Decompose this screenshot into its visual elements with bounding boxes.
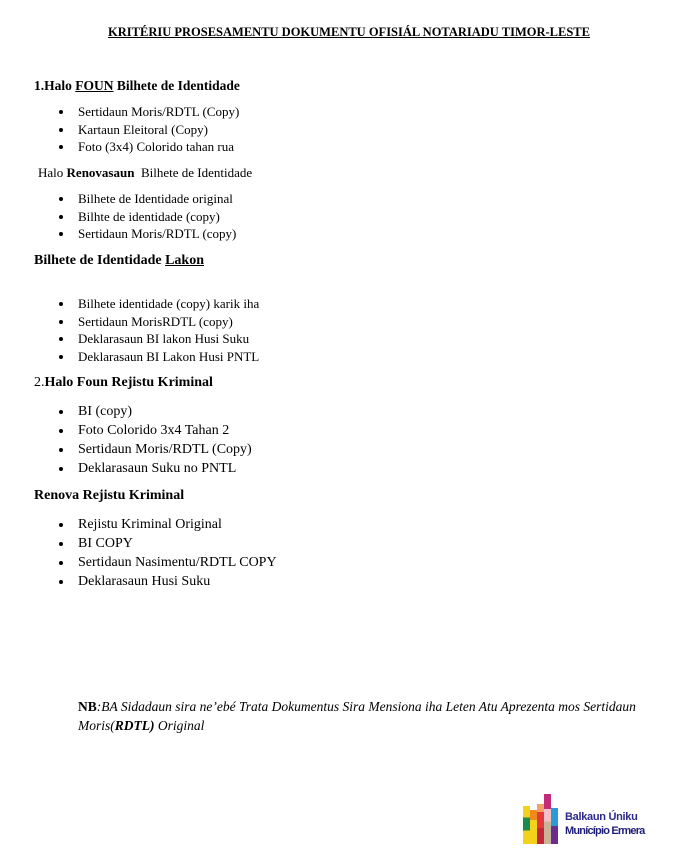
list-item: BI (copy): [56, 402, 252, 421]
list-item: Bilhete de Identidade original: [56, 190, 236, 208]
logo-bar: [537, 804, 544, 844]
section-heading-renew-id: [38, 165, 252, 181]
list-item: Bilhte de identidade (copy): [56, 208, 236, 226]
list-item: BI COPY: [56, 534, 277, 553]
note-paragraph: [78, 697, 678, 735]
heading-suffix: Bilhete de Identidade: [113, 78, 240, 93]
list-item: Deklarasaun BI Lakon Husi PNTL: [56, 348, 259, 366]
list-renew-id: [56, 190, 236, 243]
heading-prefix: Bilhete de Identidade: [34, 253, 166, 268]
section-heading-renew-criminal-record: [34, 488, 184, 504]
heading-suffix: Bilhete de Identidade: [134, 165, 253, 180]
list-item: Kartaun Eleitoral (Copy): [56, 121, 239, 139]
list-item: Bilhete identidade (copy) karik iha: [56, 295, 259, 313]
heading-number: 2.: [34, 375, 45, 390]
list-item: Sertidaun Moris/RDTL (copy): [56, 225, 236, 243]
logo-text: [565, 810, 645, 838]
list-item: Deklarasaun Suku no PNTL: [56, 459, 252, 478]
list-item: Sertidaun Moris/RDTL (Copy): [56, 103, 239, 121]
heading-prefix: 1.Halo: [34, 78, 76, 93]
list-item: Deklarasaun Husi Suku: [56, 572, 277, 591]
logo-bar: [551, 808, 558, 844]
logo-bar: [530, 810, 537, 844]
heading-text: Renova Rejistu Kriminal: [34, 488, 185, 503]
heading-underlined: FOUN: [75, 78, 114, 93]
section-heading-new-criminal-record: [34, 375, 213, 391]
list-item: Sertidaun Moris/RDTL (Copy): [56, 440, 252, 459]
heading-bold: Renovasaun: [66, 165, 135, 180]
list-item: Sertidaun Nasimentu/RDTL COPY: [56, 553, 277, 572]
municipality-logo: [523, 794, 663, 846]
list-item: Deklarasaun BI lakon Husi Suku: [56, 330, 259, 348]
list-item: Sertidaun MorisRDTL (copy): [56, 313, 259, 331]
heading-text: Halo Foun Rejistu Kriminal: [44, 375, 213, 390]
logo-line-2: Munícípio Ermera: [565, 825, 645, 837]
list-renew-criminal-record: [56, 515, 277, 591]
list-new-id: [56, 103, 239, 156]
heading-prefix: Halo: [38, 165, 67, 180]
section-heading-new-id: [34, 78, 240, 94]
logo-bars-icon: [523, 794, 563, 844]
document-title: KRITÉRIU PROSESAMENTU DOKUMENTU OFISIÁL NOTARIADU TIMOR-LESTE: [108, 25, 590, 39]
logo-bar: [544, 794, 551, 844]
list-item: Rejistu Kriminal Original: [56, 515, 277, 534]
note-label: NB: [78, 699, 97, 714]
section-heading-lost-id: [34, 253, 204, 269]
note-bold-text: RDTL): [114, 718, 155, 733]
list-new-criminal-record: [56, 402, 252, 478]
logo-bar: [523, 806, 530, 844]
note-text-end: Original: [154, 718, 205, 733]
list-item: Foto (3x4) Colorido tahan rua: [56, 138, 239, 156]
note-text: :BA Sidadaun sira ne’ebé Trata Dokumentus Sira Mensiona iha Leten Atu Aprezenta mos Sertidaun Moris(: [78, 699, 636, 733]
list-item: Foto Colorido 3x4 Tahan 2: [56, 421, 252, 440]
heading-underlined: Lakon: [165, 253, 204, 268]
logo-line-1: Balkaun Úniku: [565, 811, 638, 823]
list-lost-id: [56, 295, 259, 365]
